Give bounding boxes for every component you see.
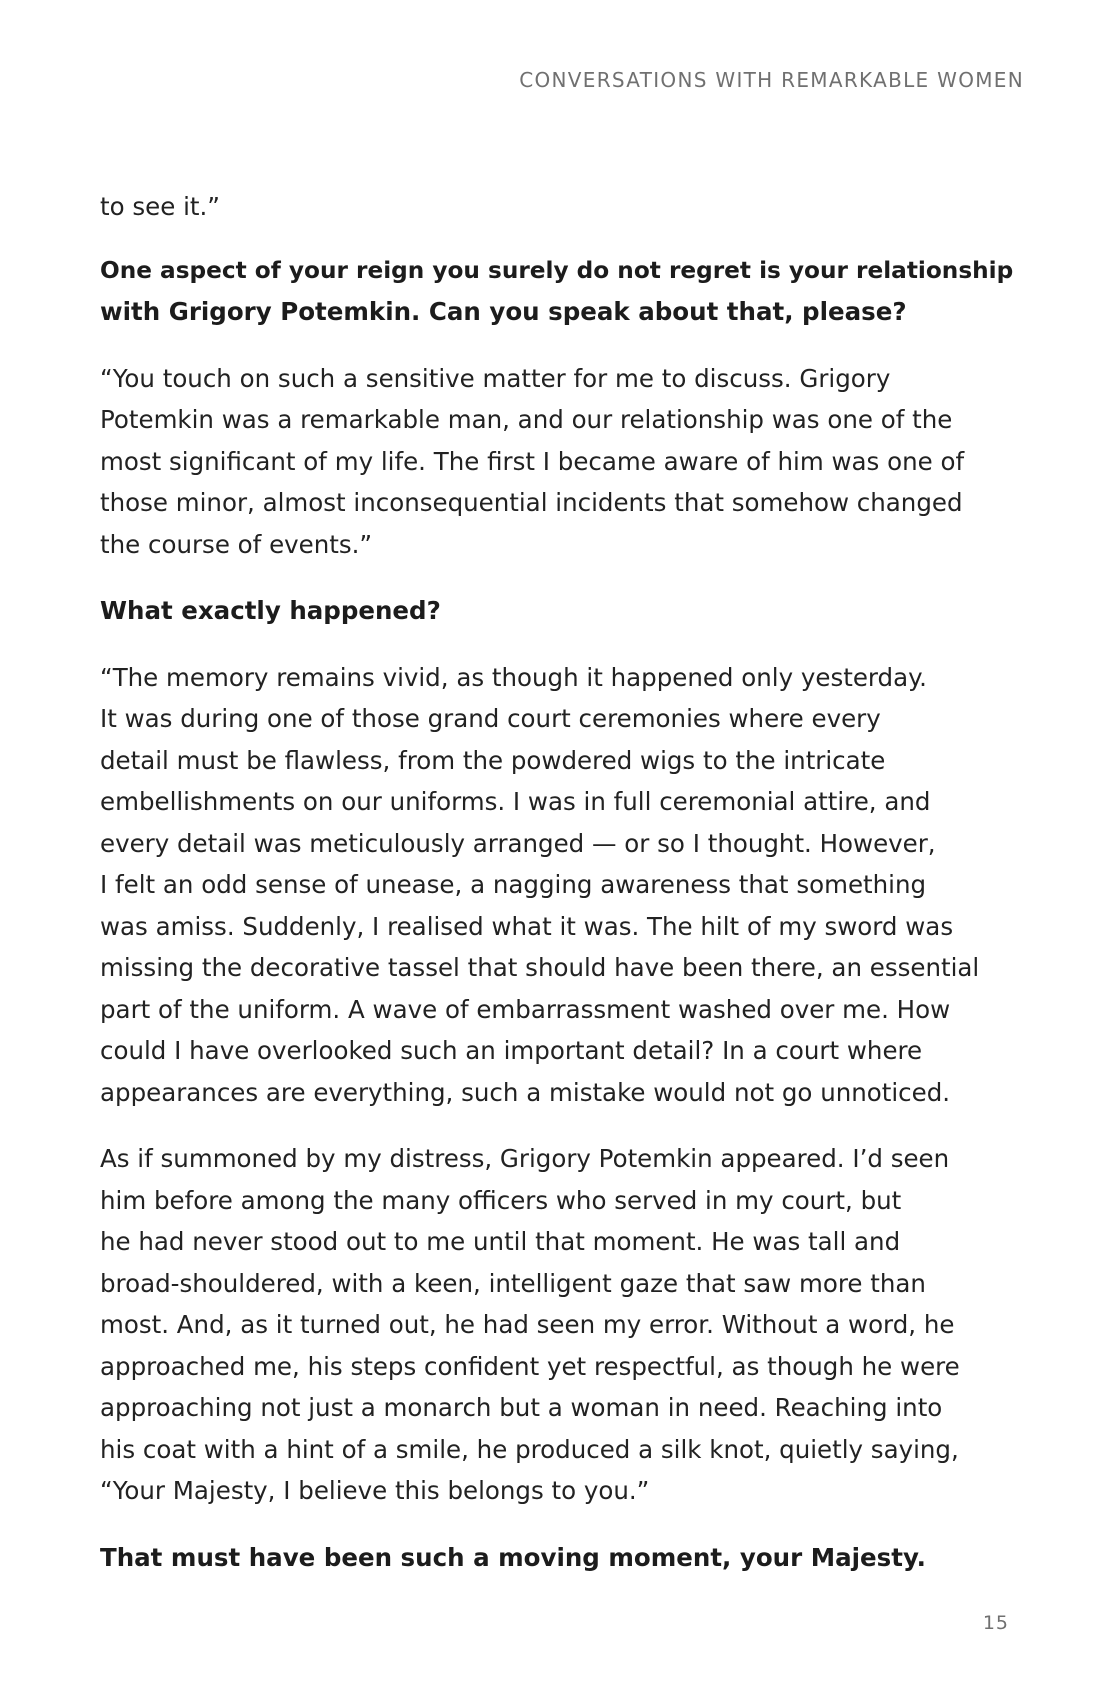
answer-paragraph-potemkin-appeared [100, 1138, 1018, 1512]
paragraph-continuation [100, 186, 1018, 228]
text-line: broad-shouldered, with a keen, intelligent gaze that saw more than [100, 1268, 926, 1298]
text-line: the course of events.” [100, 529, 373, 559]
text-line: part of the uniform. A wave of embarrassment washed over me. How [100, 994, 951, 1024]
text-line: embellishments on our uniforms. I was in full ceremonial attire, and [100, 787, 931, 816]
text-line: “The memory remains vivid, as though it happened only yesterday. [100, 662, 927, 692]
text-line: What exactly happened? [100, 596, 441, 625]
answer-paragraph-memory [100, 657, 1018, 1114]
text-line: “Your Majesty, I believe this belongs to you.” [100, 1476, 650, 1505]
text-line: most significant of my life. The first I became aware of him was one of [100, 446, 965, 476]
interview-question-what-happened [100, 590, 1018, 632]
text-line: appearances are everything, such a mistake would not go unnoticed. [100, 1077, 951, 1107]
text-line: those minor, almost inconsequential incidents that somehow changed [100, 488, 963, 517]
text-line: As if summoned by my distress, Grigory Potemkin appeared. I’d seen [100, 1144, 950, 1173]
page-body [100, 186, 1018, 1603]
text-line: with Grigory Potemkin. Can you speak about that, please? [100, 297, 907, 326]
text-line: to see it.” [100, 192, 220, 221]
text-line: Potemkin was a remarkable man, and our relationship was one of the [100, 405, 953, 434]
text-line: could I have overlooked such an important detail? In a court where [100, 1036, 923, 1065]
text-line: was amiss. Suddenly, I realised what it was. The hilt of my sword was [100, 911, 954, 941]
interview-question-moving-moment [100, 1537, 1018, 1579]
text-line: his coat with a hint of a smile, he produced a silk knot, quietly saying, [100, 1434, 959, 1464]
text-line: most. And, as it turned out, he had seen my error. Without a word, he [100, 1310, 955, 1339]
text-line: approached me, his steps confident yet respectful, as though he were [100, 1351, 960, 1381]
text-line: him before among the many officers who served in my court, but [100, 1185, 902, 1215]
running-header: CONVERSATIONS WITH REMARKABLE WOMEN [519, 68, 1024, 92]
text-line: One aspect of your reign you surely do not regret is your relationship [100, 256, 1014, 284]
page-number: 15 [982, 1612, 1009, 1634]
text-line: he had never stood out to me until that moment. He was tall and [100, 1227, 901, 1256]
text-line: missing the decorative tassel that should have been there, an essential [100, 953, 980, 982]
text-line: That must have been such a moving moment, your Majesty. [100, 1542, 926, 1572]
answer-paragraph-sensitive-matter [100, 358, 1018, 566]
text-line: “You touch on such a sensitive matter for me to discuss. Grigory [100, 363, 891, 393]
text-line: every detail was meticulously arranged — or so I thought. However, [100, 828, 936, 858]
text-line: detail must be flawless, from the powdered wigs to the intricate [100, 745, 886, 775]
text-line: It was during one of those grand court ceremonies where every [100, 704, 881, 733]
text-line: I felt an odd sense of unease, a nagging awareness that something [100, 870, 927, 899]
text-line: approaching not just a monarch but a woman in need. Reaching into [100, 1393, 943, 1422]
interview-question-potemkin [100, 250, 1018, 333]
